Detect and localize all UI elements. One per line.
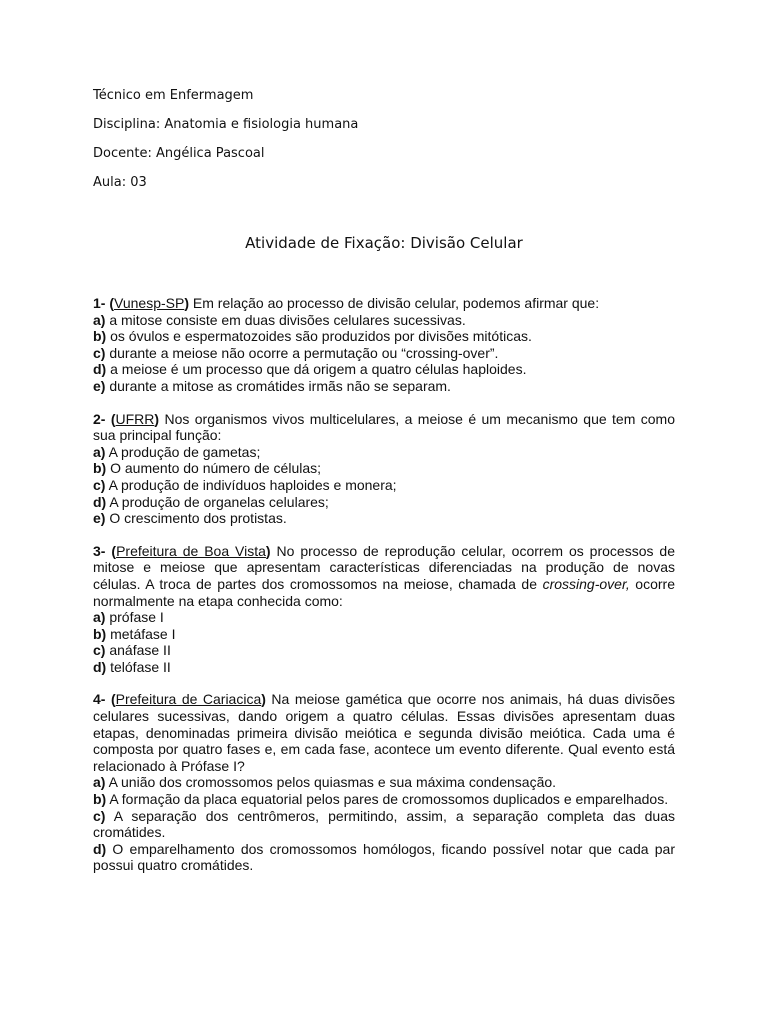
option-text: durante a mitose as cromátides irmãs não se separam.: [105, 377, 451, 394]
option-text: O emparelhamento dos cromossomos homólogos, ficando possível notar que cada par possui quatro cromátides.: [93, 840, 675, 874]
question-source: Prefeitura de Cariacica: [115, 691, 262, 708]
question-4: [93, 691, 675, 874]
option-b: [93, 626, 675, 643]
option-text: A união dos cromossomos pelos quiasmas e sua máxima condensação.: [105, 774, 557, 791]
question-text: Na meiose gamética que ocorre nos animais, há duas divisões celulares sucessivas, dando origem a quatro células. Essas divisões apresentam duas etapas, denominadas primeira divisão meiótica e segunda divisão meiótica. Cada uma é composta por quatro fases e, em cada fase, acontece um evento diferente. Qual evento está relacionado à Prófase I?: [93, 691, 675, 774]
option-text: metáfase I: [106, 625, 176, 642]
question-list: [93, 295, 675, 890]
discipline-name: Disciplina: Anatomia e fisiologia humana: [93, 117, 359, 132]
question-source: Vunesp-SP: [114, 295, 185, 311]
class-number: Aula: 03: [93, 175, 147, 190]
option-d: [93, 659, 675, 676]
option-b: [93, 460, 675, 477]
option-letter: a): [93, 774, 106, 791]
question-text: No processo de reprodução celular, ocorrem os processos de mitose e meiose que apresentam características diferenciadas na produção de novas células. A troca de partes dos cromossomos na meiose, chamada de: [93, 542, 675, 592]
option-text: A formação da placa equatorial pelos pares de cromossomos duplicados e emparelhados.: [106, 791, 669, 808]
option-b: [93, 328, 675, 345]
option-d: [93, 494, 675, 511]
option-letter: d): [93, 361, 107, 378]
option-a: [93, 444, 675, 461]
option-letter: a): [93, 443, 106, 460]
option-letter: b): [93, 625, 107, 642]
option-c: [93, 345, 675, 362]
question-text-italic: crossing-over,: [542, 575, 630, 592]
activity-title: Atividade de Fixação: Divisão Celular: [245, 234, 523, 252]
question-text-end: ocorre normalmente na etapa conhecida como:: [93, 575, 675, 609]
course-name: Técnico em Enfermagem: [93, 88, 254, 103]
question-number: 3-: [93, 542, 106, 559]
option-a: [93, 609, 675, 626]
option-letter: a): [93, 609, 106, 626]
question-stem: 4- (Prefeitura de Cariacica) Na meiose gamética que ocorre nos animais, há duas divisões celulares sucessivas, dando origem a quatro células. Essas divisões apresentam duas etapas, denominadas primeira divisão meiótica e segunda divisão meiótica. Cada uma é composta por quatro fases e, em cada fase, acontece um evento diferente. Qual evento está relacionado à Prófase I?: [93, 691, 675, 774]
option-d: [93, 841, 675, 874]
option-letter: b): [93, 460, 107, 477]
option-text: os óvulos e espermatozoides são produzidos por divisões mitóticas.: [106, 328, 532, 345]
option-letter: e): [93, 510, 106, 527]
option-b: [93, 791, 675, 808]
question-source: Prefeitura de Boa Vista: [116, 542, 266, 559]
option-d: [93, 361, 675, 378]
option-letter: c): [93, 344, 106, 361]
option-a: [93, 774, 675, 791]
question-number: 2-: [93, 410, 106, 427]
option-c: [93, 808, 675, 841]
option-c: [93, 477, 675, 494]
question-stem: 1- (Vunesp-SP) Em relação ao processo de divisão celular, podemos afirmar que:: [93, 295, 600, 311]
option-text: a meiose é um processo que dá origem a quatro células haploides.: [106, 361, 527, 378]
option-text: A produção de indivíduos haploides e monera;: [105, 476, 397, 493]
question-3: [93, 543, 675, 676]
question-text: Em relação ao processo de divisão celular, podemos afirmar que:: [189, 295, 600, 311]
question-1: [93, 295, 675, 395]
option-letter: c): [93, 807, 106, 824]
option-text: prófase I: [105, 609, 164, 626]
option-text: A produção de gametas;: [105, 443, 261, 460]
option-letter: c): [93, 476, 106, 493]
option-text: O crescimento dos protistas.: [105, 510, 287, 527]
question-source: UFRR: [115, 410, 155, 427]
question-stem: 3- (Prefeitura de Boa Vista) No processo de reprodução celular, ocorrem os processos de mitose e meiose que apresentam características diferenciadas na produção de novas células. A troca de partes dos cromossomos na meiose, chamada de crossing-over, ocorre normalmente na etapa conhecida como:: [93, 542, 675, 609]
question-2: [93, 411, 675, 527]
option-text: a mitose consiste em duas divisões celulares sucessivas.: [105, 311, 466, 328]
option-text: O aumento do número de células;: [106, 460, 322, 477]
question-text: Nos organismos vivos multicelulares, a meiose é um mecanismo que tem como sua principal função:: [93, 410, 675, 444]
option-letter: d): [93, 493, 107, 510]
option-e: [93, 510, 675, 527]
option-letter: b): [93, 791, 107, 808]
option-letter: d): [93, 840, 107, 857]
option-e: [93, 378, 675, 395]
question-number: 1-: [93, 295, 106, 311]
teacher-name: Docente: Angélica Pascoal: [93, 146, 265, 161]
option-text: A produção de organelas celulares;: [106, 493, 329, 510]
option-text: telófase II: [106, 658, 171, 675]
question-number: 4-: [93, 691, 106, 708]
option-letter: c): [93, 642, 106, 659]
question-stem: 2- (UFRR) Nos organismos vivos multicelulares, a meiose é um mecanismo que tem como sua principal função:: [93, 410, 675, 444]
option-letter: d): [93, 658, 107, 675]
option-letter: b): [93, 328, 107, 345]
option-text: durante a meiose não ocorre a permutação ou “crossing-over”.: [105, 344, 499, 361]
option-letter: e): [93, 377, 106, 394]
option-c: [93, 642, 675, 659]
option-a: [93, 312, 675, 329]
option-text: anáfase II: [105, 642, 171, 659]
option-letter: a): [93, 311, 106, 328]
option-text: A separação dos centrômeros, permitindo, assim, a separação completa das duas cromátides.: [93, 807, 675, 841]
